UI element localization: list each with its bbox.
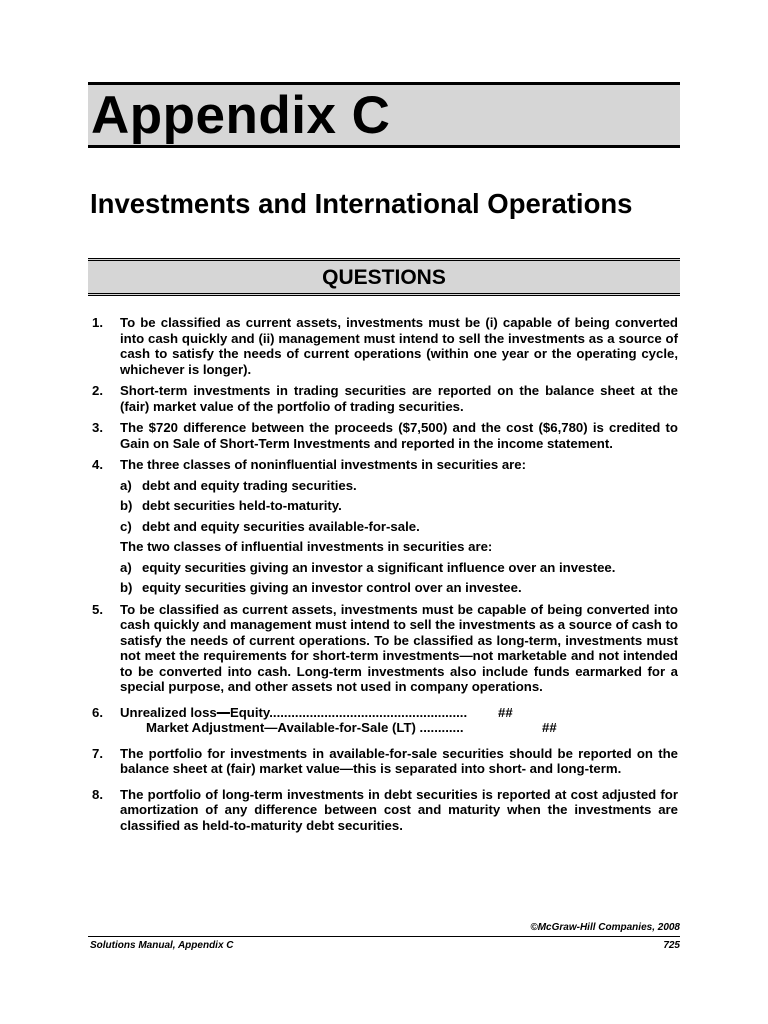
em-dash-strike: — [216,704,230,720]
debit-amount: ## [498,704,513,720]
list-item-text: equity securities giving an investor control over an investee. [142,580,522,595]
list-item-text: debt and equity securities available-for-sale. [142,518,420,534]
list-item-letter: a) [120,559,132,575]
journal-entry-credit [120,720,678,736]
question-5 [92,602,678,695]
section-title: QUESTIONS [322,266,446,289]
footer-source: Solutions Manual, Appendix C [90,940,234,951]
question-number: 2. [92,383,103,398]
question-text: The portfolio of long-term investments in debt securities is reported at cost adjusted for amortization of any difference between cost and maturity when the investments are classified as held-to-maturity debt securities. [120,786,678,833]
question-number: 8. [92,786,103,802]
list-item [120,519,678,535]
question-number: 7. [92,745,103,761]
debit-account-part: Equity [229,704,270,720]
list-item-letter: c) [120,518,132,534]
footer-divider [88,936,680,937]
question-text: The portfolio for investments in available-for-sale securities should be reported on the balance sheet at (fair) market value—this is separated into short- and long-term. [120,745,678,776]
list-item-text: debt and equity trading securities. [142,477,357,493]
list-item [120,478,678,494]
question-text: The $720 difference between the proceeds ($7,500) and the cost ($6,780) is credited to Gain on Sale of Short-Term Investments and reported in the income statement. [120,420,678,451]
chapter-title: Investments and International Operations [90,188,633,219]
question-4 [92,457,678,596]
question-number: 5. [92,601,103,617]
section-header-bar [88,258,680,296]
question-7 [92,746,678,777]
list-item-letter: b) [120,498,133,513]
list-item-letter: a) [120,477,132,493]
question-text: To be classified as current assets, investments must be (i) capable of being converted into cash quickly and (ii) management must intend to sell the investments as a source of cash to satisfy the needs of current operations (within one year or the operating cycle, whichever is longer). [120,315,678,377]
question-2 [92,383,678,414]
debit-account-part: Unrealized loss [120,704,217,720]
list-item [120,498,678,514]
question-1 [92,315,678,377]
question-text: To be classified as current assets, investments must be capable of being converted into cash quickly and management must intend to sell the investments as a source of cash to satisfy the needs of current operations. To be classified as long-term, investments must not meet the requirements for short-term investments—not marketable and not intended to be converted into cash. Long-term investments also include funds earmarked for a special purpose, and other assets not used in company operations. [120,601,678,694]
question-3 [92,420,678,451]
question-6 [92,705,678,736]
question-text: Short-term investments in trading securities are reported on the balance sheet at the (fair) market value of the portfolio of trading securities. [120,383,678,414]
question-number: 1. [92,315,103,330]
list-item-letter: b) [120,580,133,595]
question-number: 4. [92,457,103,472]
page-number: 725 [663,940,680,951]
appendix-header-bar [88,82,680,148]
question-text: The three classes of noninfluential investments in securities are: [120,457,527,472]
question-number: 3. [92,420,103,435]
appendix-title: Appendix C [91,86,391,145]
question-8 [92,787,678,834]
question-text: The two classes of influential investments in securities are: [120,539,493,554]
journal-entry-debit [120,705,678,721]
footer-copyright: ©McGraw-Hill Companies, 2008 [530,922,680,933]
dot-leader: ...................................................... [269,704,468,720]
list-item-text: equity securities giving an investor a significant influence over an investee. [142,559,616,575]
list-item [120,580,678,596]
credit-account: Market Adjustment—Available-for-Sale (LT) ............ [146,720,464,735]
list-item-text: debt securities held-to-maturity. [142,498,342,513]
credit-amount: ## [542,720,557,735]
list-item [120,560,678,576]
questions-list [92,315,678,839]
question-number: 6. [92,704,103,720]
